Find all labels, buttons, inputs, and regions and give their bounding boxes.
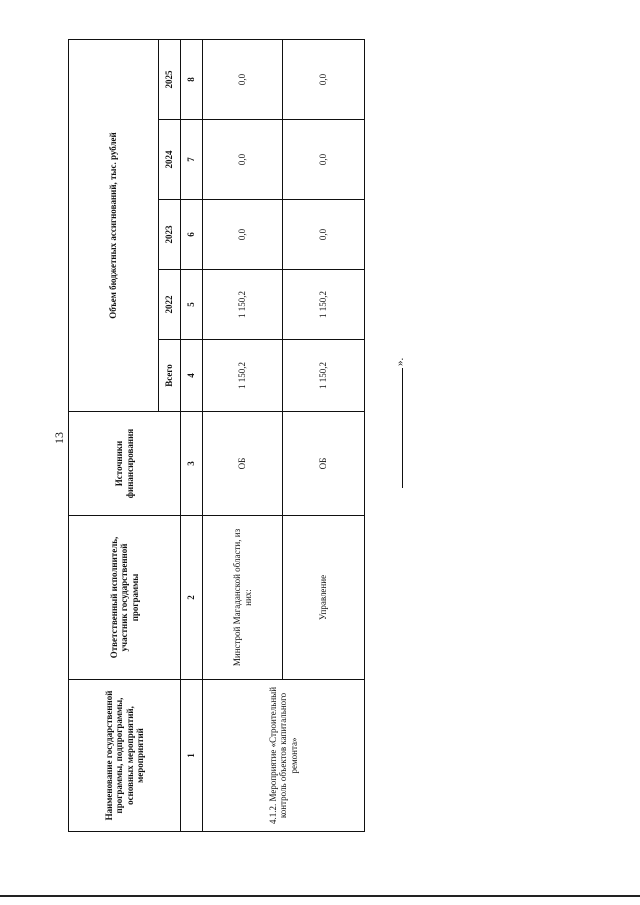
closing-mark: ». (394, 357, 406, 366)
column-number: 4 (181, 340, 203, 412)
row-value-2025: 0,0 (283, 40, 365, 120)
header-year-2022: 2022 (159, 270, 181, 340)
header-year-2023: 2023 (159, 200, 181, 270)
column-number: 6 (181, 200, 203, 270)
row-value-2022: 1 150,2 (283, 270, 365, 340)
row-value-total: 1 150,2 (203, 340, 283, 412)
closing-quote (382, 338, 532, 378)
row-source: ОБ (203, 412, 283, 516)
column-number: 8 (181, 40, 203, 120)
column-number: 2 (181, 516, 203, 680)
header-name: Наименование государственной программы, подпрограммы, основных мероприятий, мероприятий (69, 680, 181, 832)
column-number: 3 (181, 412, 203, 516)
bottom-rule (0, 895, 640, 897)
budget-table-container (68, 40, 350, 832)
header-executor: Ответственный исполнитель, участник государственной программы (69, 516, 181, 680)
row-source: ОБ (283, 412, 365, 516)
row-value-2023: 0,0 (203, 200, 283, 270)
column-number: 5 (181, 270, 203, 340)
header-year-2025: 2025 (159, 40, 181, 120)
page-number: 13 (52, 432, 66, 444)
header-budget: Объем бюджетных ассигнований, тыс. рублей (69, 40, 159, 412)
column-number: 7 (181, 120, 203, 200)
header-year-total: Всего (159, 340, 181, 412)
header-year-2024: 2024 (159, 120, 181, 200)
closing-line (402, 368, 403, 488)
row-value-2022: 1 150,2 (203, 270, 283, 340)
row-value-total: 1 150,2 (283, 340, 365, 412)
column-number: 1 (181, 680, 203, 832)
header-source: Источники финансирования (69, 412, 181, 516)
row-executor: Минстрой Магаданской области, из них: (203, 516, 283, 680)
row-value-2025: 0,0 (203, 40, 283, 120)
row-executor: Управление (283, 516, 365, 680)
activity-name: 4.1.2. Мероприятие «Строительный контроль объектов капитального ремонта» (203, 680, 365, 832)
budget-table (68, 39, 365, 832)
row-value-2023: 0,0 (283, 200, 365, 270)
row-value-2024: 0,0 (203, 120, 283, 200)
row-value-2024: 0,0 (283, 120, 365, 200)
table-row (203, 40, 283, 832)
